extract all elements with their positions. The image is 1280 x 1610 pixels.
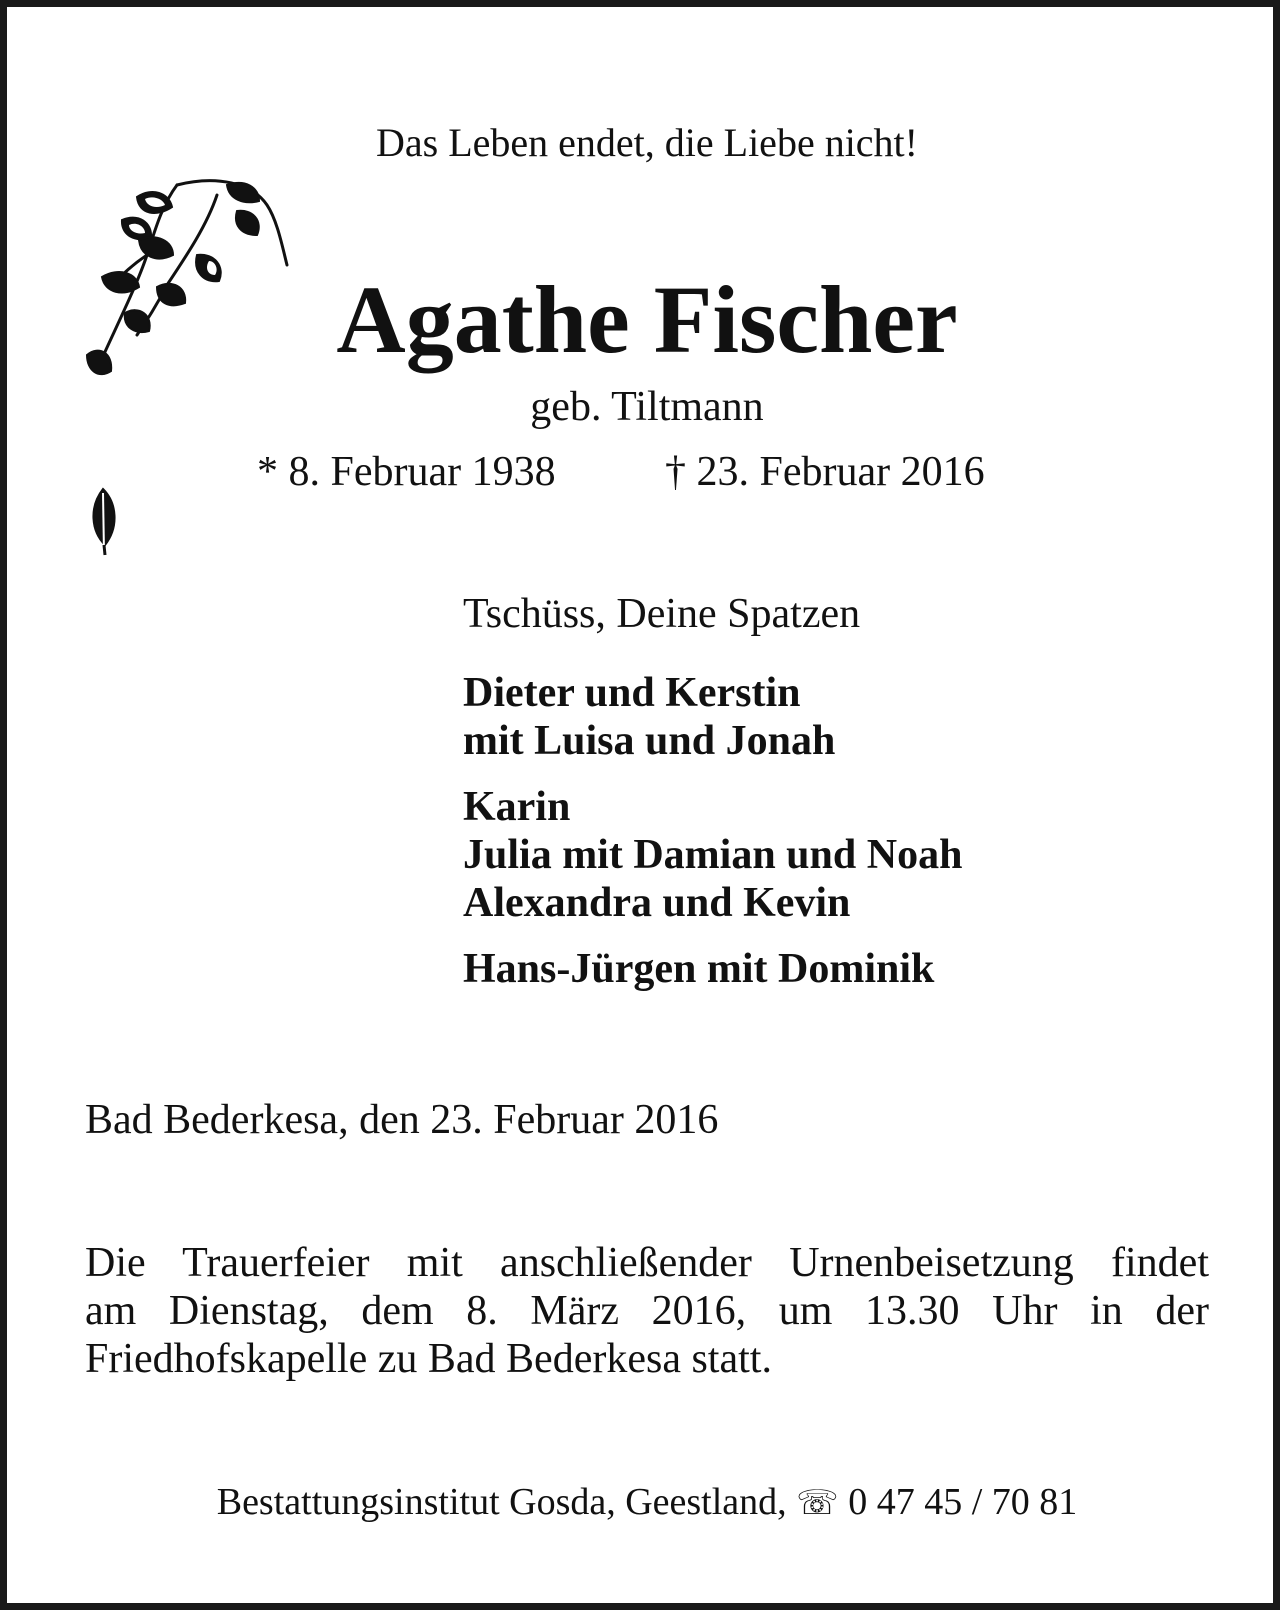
life-dates <box>257 447 1057 497</box>
phone-number: 0 47 45 / 70 81 <box>848 1481 1078 1523</box>
mourner-line: Julia mit Damian und Noah <box>463 832 963 878</box>
mourner-line: Dieter und Kerstin <box>463 670 801 716</box>
place-and-date: Bad Bederkesa, den 23. Februar 2016 <box>85 1097 719 1143</box>
mourner-group <box>463 945 962 993</box>
mourner-line: Alexandra und Kevin <box>463 880 851 926</box>
undertaker-name: Bestattungsinstitut Gosda, Geestland, <box>216 1481 787 1523</box>
mourners-list <box>463 669 962 1011</box>
birth-date: * 8. Februar 1938 <box>257 449 556 495</box>
falling-leaf-icon <box>83 485 123 557</box>
mourner-group <box>463 783 962 927</box>
maiden-name: geb. Tiltmann <box>530 384 764 430</box>
mourner-line: mit Luisa und Jonah <box>463 718 836 764</box>
undertaker-info <box>7 1479 1280 1526</box>
deceased-name: Agathe Fischer <box>336 266 958 373</box>
mourner-line: Karin <box>463 784 571 830</box>
farewell-line: Tschüss, Deine Spatzen <box>463 591 861 637</box>
ceremony-line: Friedhofskapelle zu Bad Bederkesa statt. <box>85 1336 772 1382</box>
mourner-group <box>463 669 962 765</box>
ceremony-info <box>85 1239 1209 1383</box>
mourner-line: Hans-Jürgen mit Dominik <box>463 946 935 992</box>
death-date: † 23. Februar 2016 <box>665 449 985 495</box>
ceremony-line: Die Trauerfeier mit anschließender Urnenbeisetzung findet <box>85 1240 1209 1286</box>
ceremony-line: am Dienstag, dem 8. März 2016, um 13.30 Uhr in der <box>85 1288 1209 1334</box>
motto: Das Leben endet, die Liebe nicht! <box>376 120 918 165</box>
phone-icon: ☏ <box>796 1483 839 1523</box>
